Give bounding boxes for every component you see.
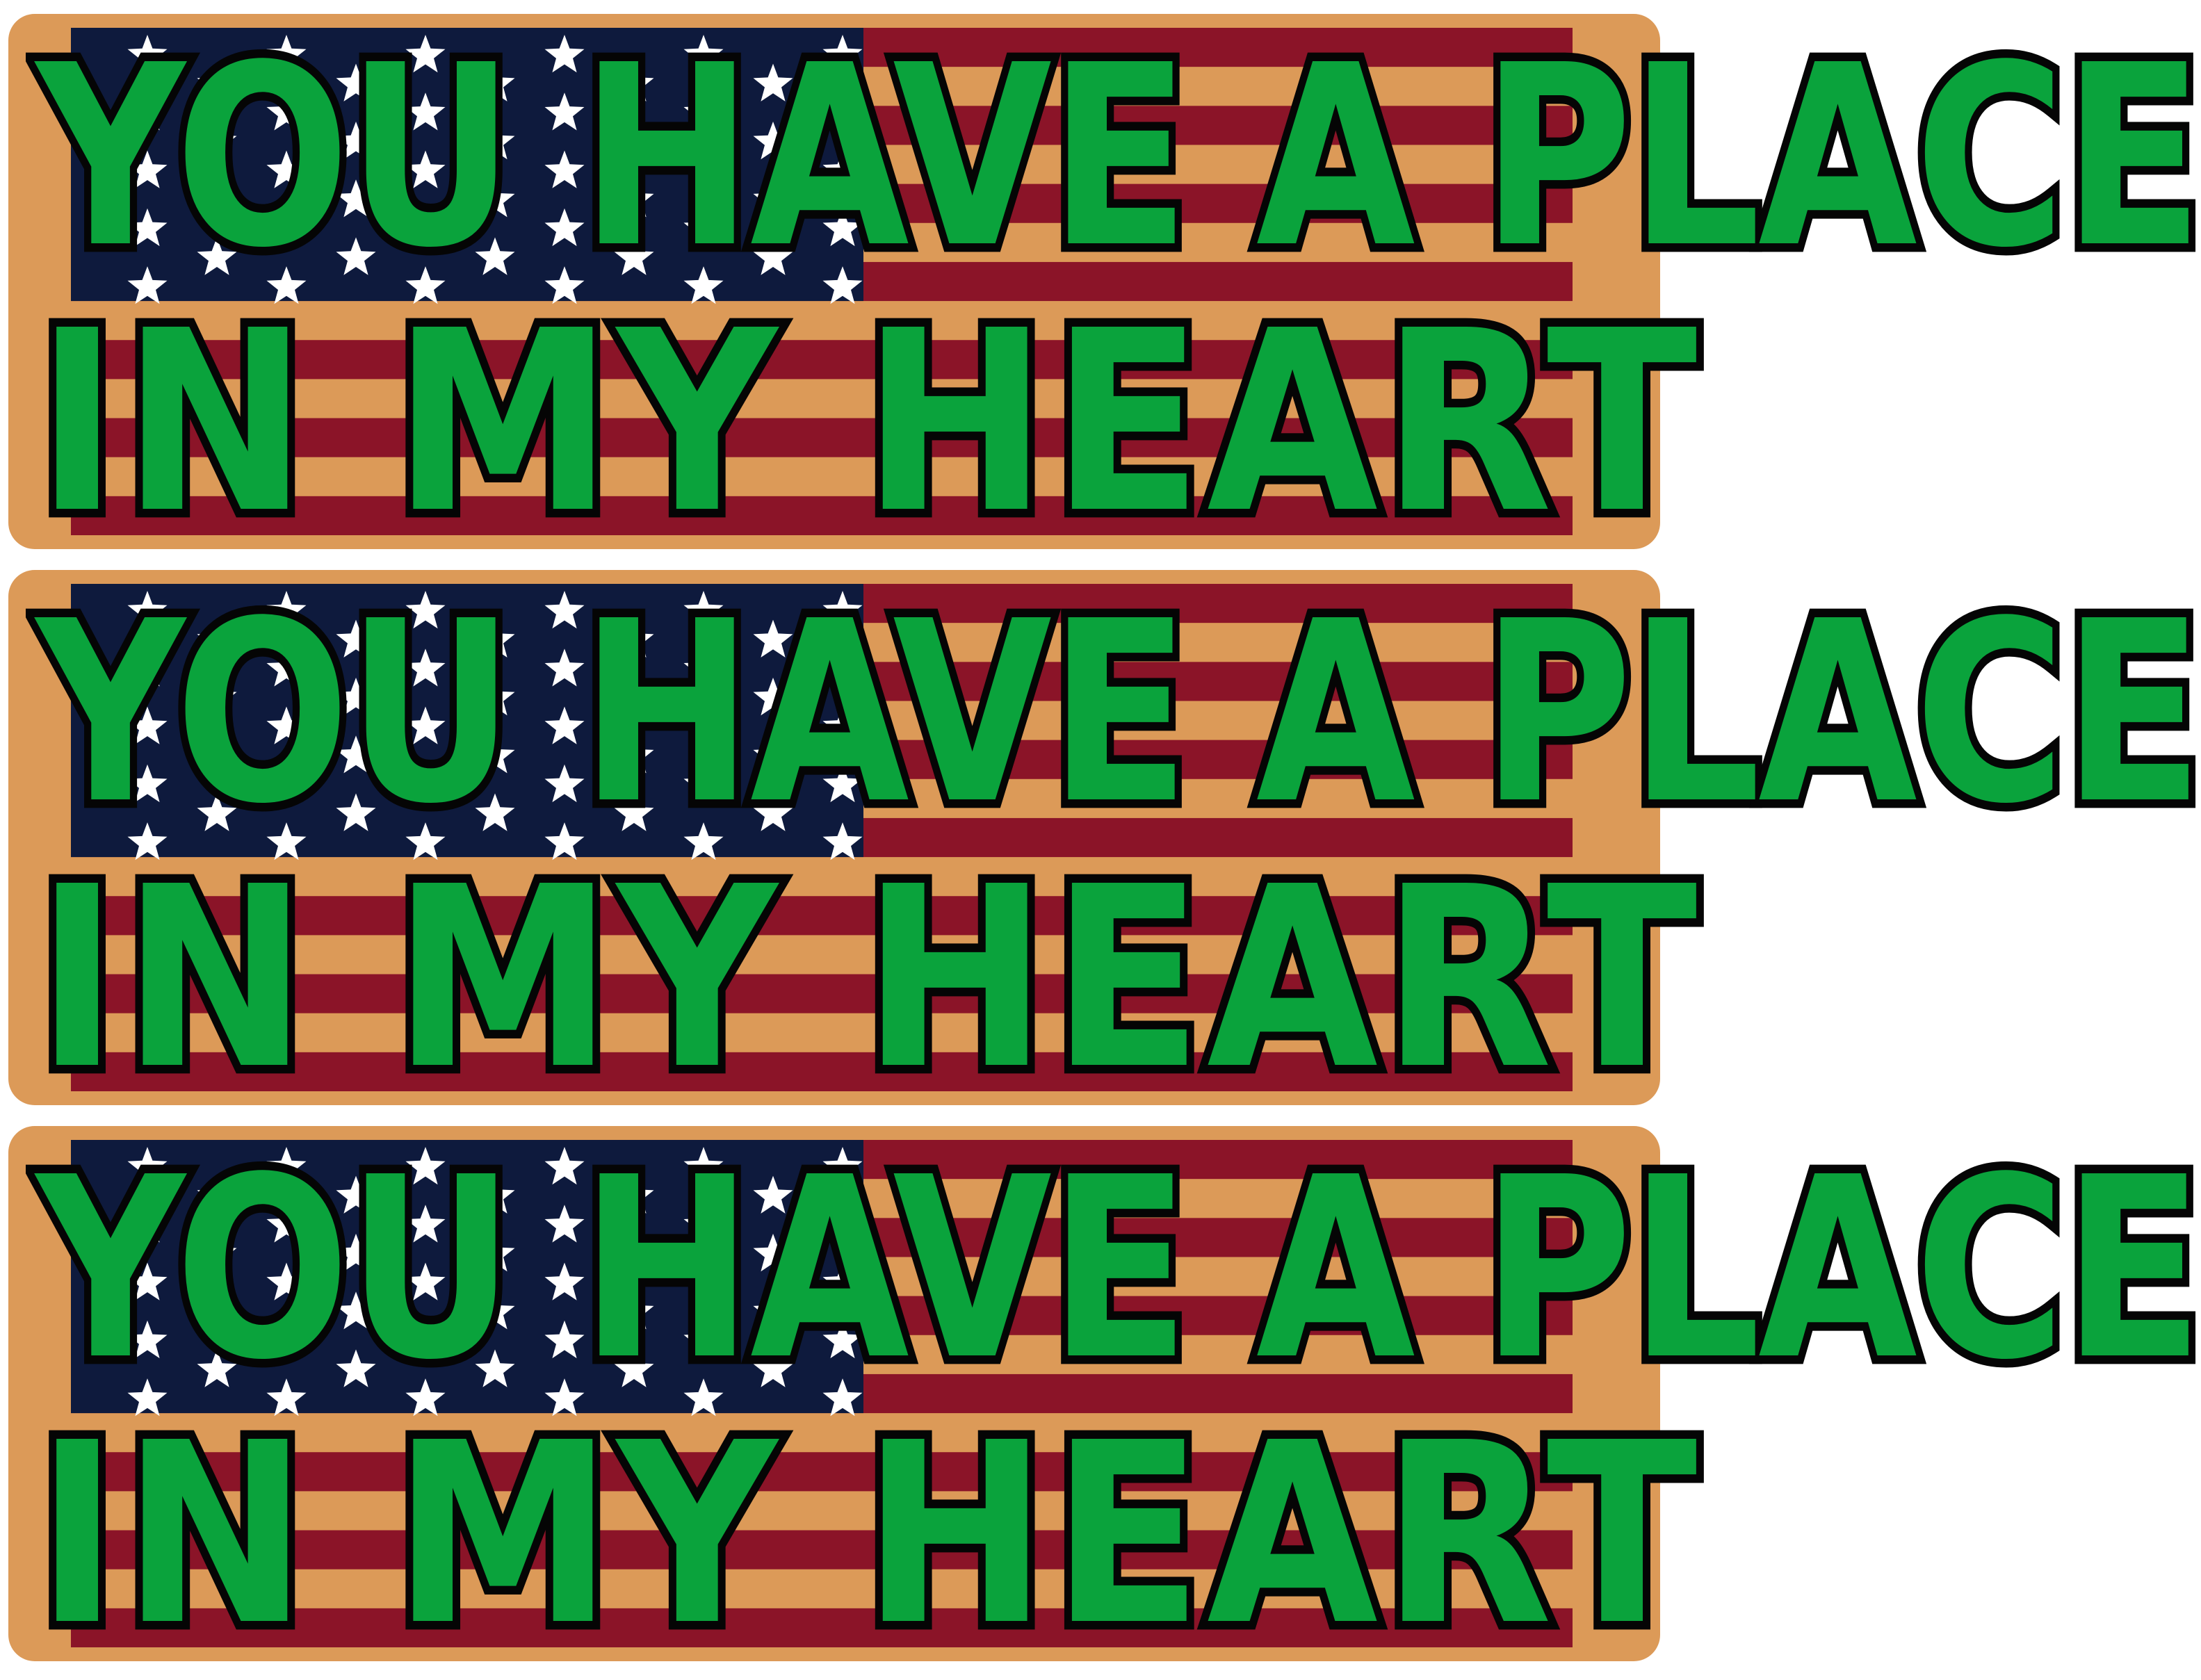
sticker-1-line2: IN MY HEART <box>36 277 1702 568</box>
sticker-2 <box>8 567 2201 1124</box>
sticker-2-line1: YOU HAVE A PLACE <box>36 567 2201 858</box>
sticker-3-line2: IN MY HEART <box>36 1389 1702 1680</box>
sticker-1-line1: YOU HAVE A PLACE <box>36 11 2201 302</box>
sticker-3-line1: YOU HAVE A PLACE <box>36 1123 2201 1414</box>
sticker-1 <box>8 11 2201 568</box>
sticker-3 <box>8 1123 2201 1680</box>
sticker-2-line2: IN MY HEART <box>36 833 1702 1124</box>
